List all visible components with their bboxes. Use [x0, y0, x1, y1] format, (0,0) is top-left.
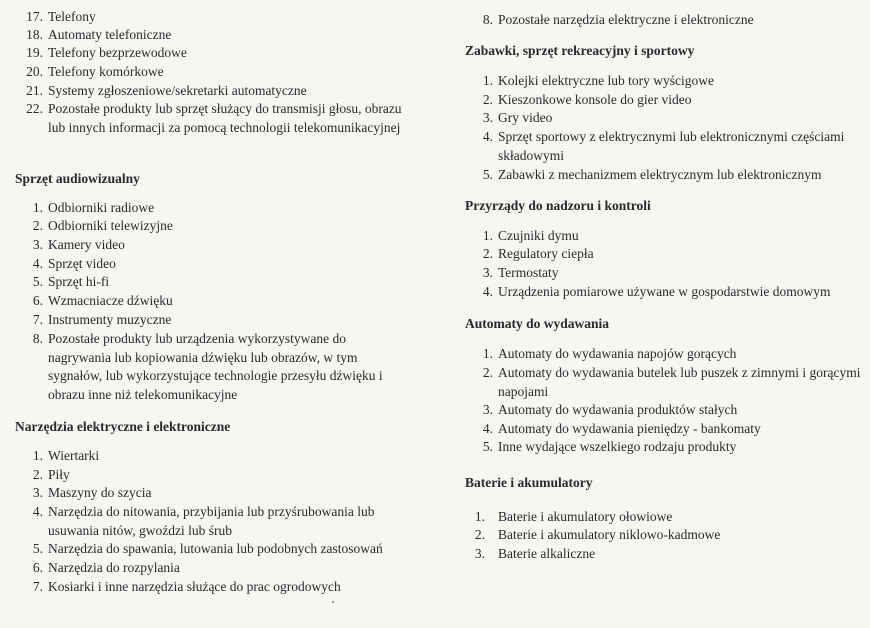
scan-speck	[332, 601, 334, 603]
section-heading: Narzędzia elektryczne i elektroniczne	[15, 419, 231, 434]
section-heading: Baterie i akumulatory	[465, 475, 593, 490]
document-page: 17. Telefony 18. Automaty telefoniczne 19. Telefony bezprzewodowe 20. Telefony komórkowe 21. Systemy zgłoszeniowe/sekretarki automatyczne 22. Pozostałe produkty lub sprzęt służący do transmisji głosu, obrazu lub innych informacji za pomocą technologii telekomunikacyjnej Sprzęt audiowizualny 1. Odbiorniki radiowe 2. Odbiorniki telewizyjne 3. Kamery video 4. Sprzęt video 5. Sprzęt hi-fi 6. Wzmacniacze dźwięku 7. Instrumenty muzyczne 8. Pozostałe produkty lub urządzenia wykorzystywane do nagrywania lub kopiowania dźwięku lub obrazów, w tym sygnałów, lub wykorzystujące technologie przesyłu dźwięku i obrazu inne niż telekomunikacyjne Narzędzia elektryczne i elektroniczne 1. Wiertarki 2. Piły 3. Maszyny do szycia 4. Narzędzia do nitowania, przybijania lub przyśrubowania lub usuwania nitów, gwoździ lub śrub 5. Narzędzia do spawania, lutowania lub podobnych zastosowań 6. Narzędzia do rozpylania 7. Kosiarki i inne narzędzia służące do prac ogrodowych 8. Pozostałe narzędzia elektryczne i elektroniczne Zabawki, sprzęt rekreacyjny i sportowy 1. Kolejki elektryczne lub tory wyścigowe 2. Kieszonkowe konsole do gier video 3. Gry video 4. Sprzęt sportowy z elektrycznymi lub elektronicznymi częściami składowymi 5. Zabawki z mechanizmem elektrycznym lub elektronicznym Przyrządy do nadzoru i kontroli 1. Czujniki dymu 2. Regulatory ciepła 3. Termostaty 4. Urządzenia pomiarowe używane w gospodarstwie domowym Automaty do wydawania 1. Automaty do wydawania napojów gorących 2. Automaty do wydawania butelek lub puszek z zimnymi i gorącymi napojami 3. Automaty do wydawania produktów stałych 4. Automaty do wydawania pieniędzy - bankomaty 5. Inne wydające wszelkiego rodzaju produkty Baterie i akumulatory 1. Baterie i akumulatory ołowiowe 2. Baterie i akumulatory niklowo-kadmowe 3. Baterie alkaliczne	[0, 0, 870, 628]
section-heading: Automaty do wydawania	[465, 316, 610, 331]
section-heading: Zabawki, sprzęt rekreacyjny i sportowy	[465, 43, 695, 58]
section-heading: Przyrządy do nadzoru i kontroli	[465, 198, 651, 213]
section-heading: Sprzęt audiowizualny	[15, 171, 140, 186]
